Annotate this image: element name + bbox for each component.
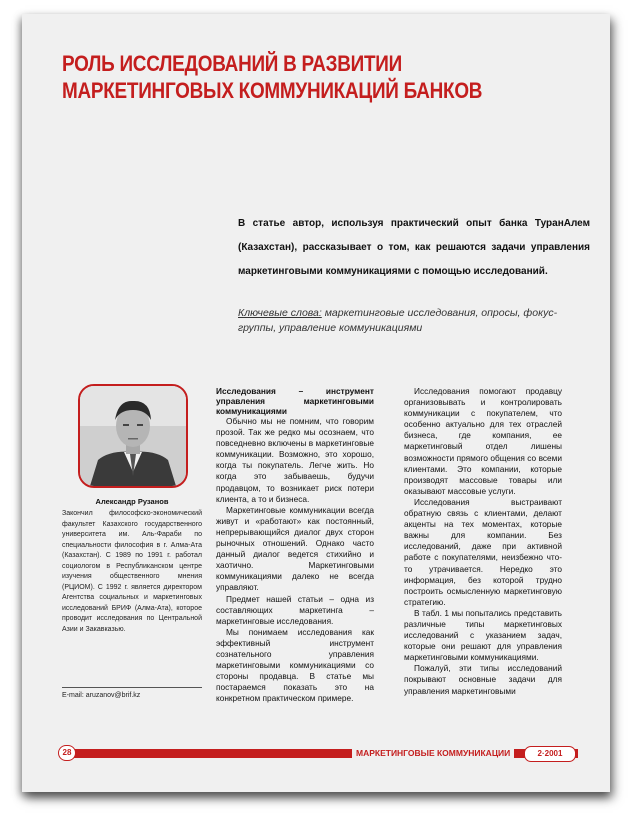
- paragraph: В табл. 1 мы попытались представить различные типы маркетинговых исследований с указанием задач, которые они решают для управления маркетинговыми коммуникациями.: [404, 607, 562, 663]
- paragraph: Исследования выстраивают обратную связь с клиентами, делают акценты на тех моментах, которые важны для компании. Без исследований, даже при активной работе с покупателями, неизбежно что-то утрачивается. Нередко это информация, без которой трудно построить осмысленную маркетинговую стратегию.: [404, 496, 562, 607]
- title-line-2: МАРКЕТИНГОВЫХ КОММУНИКАЦИЙ БАНКОВ: [62, 78, 483, 103]
- paragraph: Мы понимаем исследования как эффективный инструмент сознательного управления маркетинговыми коммуникациями со стороны продавца. В статье мы постараемся показать это на конкретном практическом примере.: [216, 626, 374, 704]
- keywords-label: Ключевые слова:: [238, 307, 322, 319]
- paragraph: Исследования помогают продавцу организовывать и контролировать коммуникации с покупателем, что особенно актуально для тех отраслей бизнеса, где компания, ее маркетинговый отдел лишены возможности прямого общения со всеми клиентами. Это компании, которые производят массовые товары или оказывают массовые услуги.: [404, 386, 562, 496]
- article-title: [62, 50, 509, 104]
- paragraph: Обычно мы не помним, что говорим прозой. Так же редко мы осознаем, что повседневно включены в маркетинговые коммуникации. Возможно, это хорошо, когда ты покупатель. Легче жить. Но когда это забываешь, будучи продавцом, то возникает риск потери клиента, а то и бизнеса.: [216, 416, 374, 504]
- paragraph: Предмет нашей статьи – одна из составляющих маркетинга – маркетинговые исследования.: [216, 593, 374, 626]
- magazine-page: [22, 14, 610, 792]
- keywords: [238, 306, 590, 336]
- bio-divider: [62, 687, 202, 688]
- text-column-1: [216, 386, 374, 704]
- author-portrait-icon: [80, 386, 186, 486]
- section-heading: Исследования – инструмент управления маркетинговыми коммуникациями: [216, 386, 374, 416]
- title-line-1: РОЛЬ ИССЛЕДОВАНИЙ В РАЗВИТИИ: [62, 51, 402, 76]
- author-photo: [78, 384, 188, 488]
- journal-name: МАРКЕТИНГОВЫЕ КОММУНИКАЦИИ: [352, 745, 514, 761]
- paragraph: Пожалуй, эти типы исследований покрывают основные задачи для управления маркетинговыми: [404, 663, 562, 696]
- page-number: 28: [58, 745, 76, 761]
- article-lead: В статье автор, используя практический опыт банка ТуранАлем (Казахстан), рассказывает о том, как решаются задачи управления маркетинговыми коммуникациями с помощью исследований.: [238, 218, 590, 277]
- text-column-2: [404, 386, 562, 697]
- paragraph: Маркетинговые коммуникации всегда живут и «работают» как постоянный, непрерывающийся диалог двух сторон рыночных отношений. Однако часто данный диалог ведется стихийно и хаотично. Маркетинговыми коммуникациями далеко не всегда управляют.: [216, 504, 374, 593]
- author-name: Александр Рузанов: [95, 497, 169, 506]
- issue-number: 2·2001: [524, 746, 576, 762]
- author-email: E-mail: aruzanov@brif.kz: [62, 692, 141, 699]
- author-bio: Закончил философско-экономический факультет Казахского государственного университета им. Аль-Фараби по специальности философия в г. Алма-Ата (Казахстан). С 1989 по 1991 г. работал социологом в Республиканском центре изучения общественного мнения (РЦИОМ). С 1992 г. является директором Агентства социальных и маркетинговых исследований БРИФ (Алма-Ата), которое проводит исследования по Центральной Азии и Закавказью.: [62, 510, 202, 633]
- keywords-text: маркетинговые исследования, опросы, фокус-группы, управление коммуникациями: [238, 307, 558, 334]
